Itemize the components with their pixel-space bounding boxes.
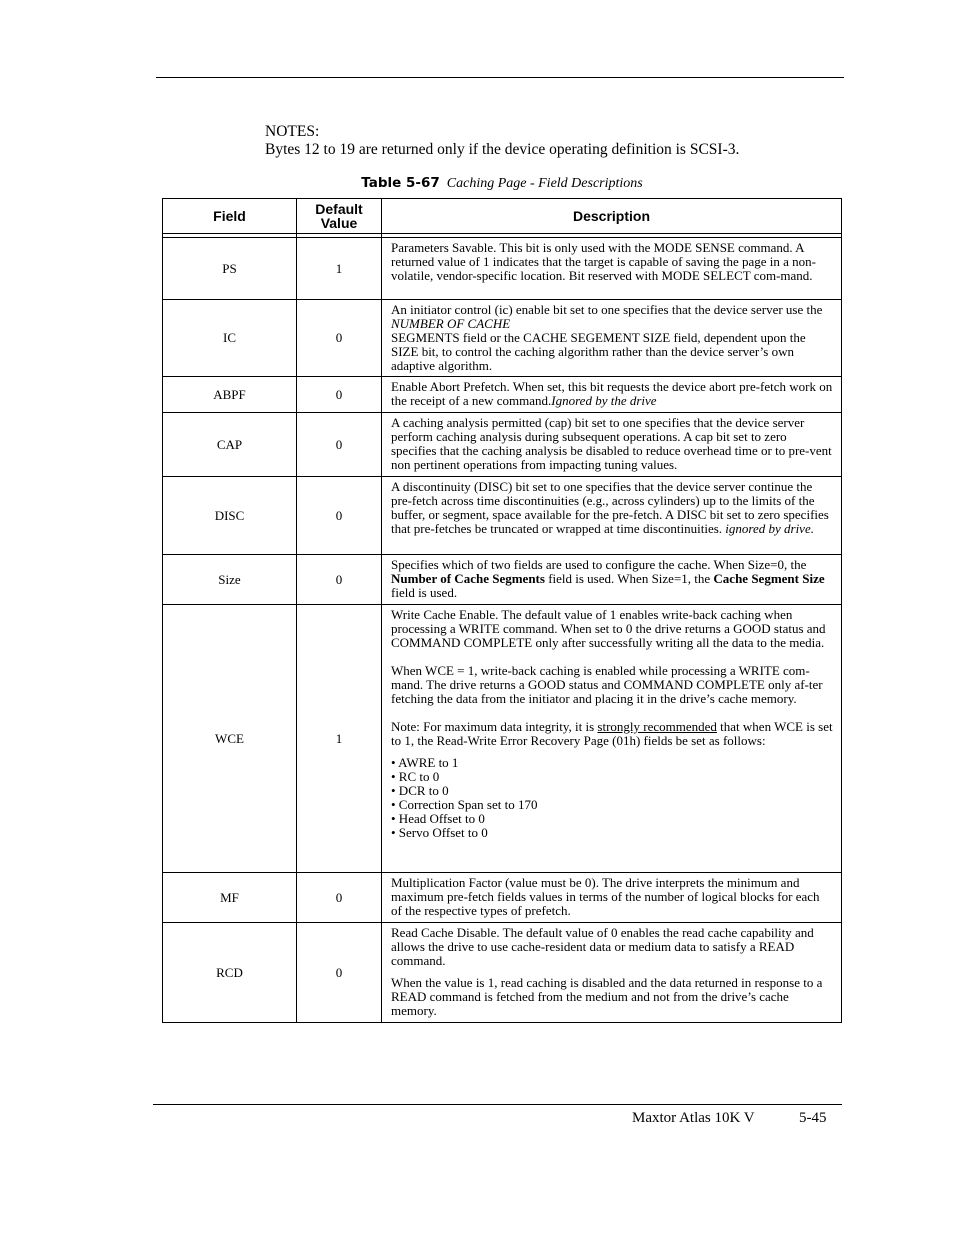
- header-rule: [156, 77, 844, 78]
- description-paragraph: [391, 416, 833, 472]
- description-paragraph: [391, 926, 833, 968]
- description-paragraph: [391, 976, 833, 1018]
- description-paragraph: [391, 608, 833, 650]
- description-paragraph: [391, 380, 833, 408]
- description-paragraph: [391, 558, 833, 600]
- description-text: SEGMENTS field or the CACHE SEGEMENT SIZE field, dependent upon the SIZE bit, to control the caching algorithm rather than the device server’s own adaptive algorithm.: [391, 330, 806, 373]
- description-text: Cache Segment Size: [713, 571, 825, 586]
- table-row: [163, 377, 842, 413]
- field-name-cell: PS: [163, 238, 297, 300]
- description-text: strongly recommended: [597, 719, 717, 734]
- table-row: [163, 555, 842, 605]
- table-row: [163, 923, 842, 1023]
- default-value-cell: 0: [297, 477, 382, 555]
- description-paragraph: [391, 664, 833, 706]
- table-caption: [164, 175, 840, 192]
- notes-heading: NOTES:: [265, 123, 320, 140]
- table-caption-label: Table 5-67: [361, 175, 440, 191]
- default-value-cell: 0: [297, 555, 382, 605]
- field-name-cell: WCE: [163, 605, 297, 873]
- description-text: Multiplication Factor (value must be 0). The drive interprets the minimum and maximum pre-fetch fields values in terms of the number of logical blocks for each of the respective types of prefetch.: [391, 875, 820, 918]
- description-cell: [382, 238, 842, 300]
- default-value-cell: 1: [297, 605, 382, 873]
- footer-page-number: 5-45: [799, 1110, 827, 1126]
- field-name-cell: ABPF: [163, 377, 297, 413]
- description-text: • Correction Span set to 170: [391, 797, 538, 812]
- description-text: field is used.: [391, 585, 458, 600]
- field-name-cell: IC: [163, 300, 297, 377]
- description-text: A caching analysis permitted (cap) bit set to one specifies that the device server perform caching analysis during subsequent operations. A cap bit set to zero specifies that the caching analysis be disabled to reduce overhead time or to pre-vent non pertinent operations from impacting tuning values.: [391, 415, 832, 472]
- description-paragraph: [391, 303, 833, 373]
- field-name-cell: DISC: [163, 477, 297, 555]
- notes-block: [265, 123, 739, 159]
- header-default-value: [297, 199, 382, 234]
- description-cell: [382, 300, 842, 377]
- default-value-cell: 1: [297, 238, 382, 300]
- description-cell: [382, 413, 842, 477]
- description-cell: [382, 477, 842, 555]
- description-text: Enable Abort Prefetch. When set, this bit requests the device abort pre-fetch work on the receipt of a new command.: [391, 379, 833, 408]
- footer-rule: [153, 1104, 842, 1105]
- description-text: that when WCE is set to 1, the Read-Write Error Recovery Page (01h) fields be set as follows:: [391, 719, 833, 748]
- table-row: [163, 238, 842, 300]
- description-text: Specifies which of two fields are used to configure the cache. When Size=0, the: [391, 557, 807, 572]
- field-name-cell: RCD: [163, 923, 297, 1023]
- description-text: When the value is 1, read caching is disabled and the data returned in response to a READ command is fetched from the medium and not from the drive’s cache memory.: [391, 975, 823, 1018]
- description-text: • Servo Offset to 0: [391, 825, 488, 840]
- description-text: • DCR to 0: [391, 783, 449, 798]
- description-text: Parameters Savable. This bit is only used with the MODE SENSE command. A returned value of 1 indicates that the target is capable of saving the page in a non-volatile, vendor-specific location. Bit reserved with MODE SELECT com-mand.: [391, 240, 816, 283]
- description-paragraph: [391, 756, 833, 840]
- caching-page-field-table: [162, 198, 842, 1023]
- default-value-cell: 0: [297, 923, 382, 1023]
- description-text: When WCE = 1, write-back caching is enabled while processing a WRITE com-mand. The drive returns a GOOD status and COMMAND COMPLETE only af-ter fetching the data from the initiator and placing it in the drive’s cache memory.: [391, 663, 823, 706]
- description-text: Read Cache Disable. The default value of 0 enables the read cache capability and allows the drive to use cache-resident data or medium data to satisfy a READ command.: [391, 925, 814, 968]
- description-cell: [382, 605, 842, 873]
- field-name-cell: CAP: [163, 413, 297, 477]
- description-text: Note: For maximum data integrity, it is: [391, 719, 598, 734]
- default-value-cell: 0: [297, 873, 382, 923]
- header-description: Description: [382, 199, 842, 234]
- description-text: field is used. When Size=1, the: [544, 571, 714, 586]
- header-field: Field: [163, 199, 297, 234]
- table-row: [163, 605, 842, 873]
- description-text: ignored by drive.: [725, 521, 814, 536]
- description-text: • Head Offset to 0: [391, 811, 485, 826]
- field-name-cell: Size: [163, 555, 297, 605]
- table-caption-title: Caching Page - Field Descriptions: [446, 176, 643, 191]
- description-paragraph: [391, 876, 833, 918]
- description-text: NUMBER OF CACHE: [391, 316, 511, 331]
- header-default-line1: Default: [315, 201, 363, 217]
- table-row: [163, 300, 842, 377]
- description-text: An initiator control (ic) enable bit set to one specifies that the device server use the: [391, 302, 823, 317]
- footer-product: Maxtor Atlas 10K V: [632, 1110, 755, 1126]
- description-text: • RC to 0: [391, 769, 440, 784]
- description-cell: [382, 923, 842, 1023]
- table-header-row: [163, 199, 842, 234]
- table-row: [163, 413, 842, 477]
- description-text: A discontinuity (DISC) bit set to one specifies that the device server continue the pre-fetch across time discontinuities (e.g., across cylinders) up to the limits of the buffer, or segment, space available for the pre-fetch. A DISC bit set to zero specifies that pre-fetches be truncated or wrapped at time discontinuities.: [391, 479, 829, 536]
- description-cell: [382, 873, 842, 923]
- table-body: [163, 234, 842, 1023]
- description-text: Write Cache Enable. The default value of 1 enables write-back caching when processing a WRITE command. When set to 0 the drive returns a GOOD status and COMMAND COMPLETE only after successfully writing all the data to the media.: [391, 607, 826, 650]
- description-text: Number of Cache Segments: [391, 571, 545, 586]
- description-text: Ignored by the drive: [551, 393, 657, 408]
- notes-text: Bytes 12 to 19 are returned only if the device operating definition is SCSI-3.: [265, 141, 740, 158]
- field-name-cell: MF: [163, 873, 297, 923]
- table-row: [163, 477, 842, 555]
- header-default-line2: Value: [320, 215, 358, 231]
- description-paragraph: [391, 241, 833, 283]
- description-paragraph: [391, 480, 833, 536]
- default-value-cell: 0: [297, 300, 382, 377]
- default-value-cell: 0: [297, 413, 382, 477]
- description-paragraph: [391, 720, 833, 748]
- description-text: • AWRE to 1: [391, 755, 459, 770]
- default-value-cell: 0: [297, 377, 382, 413]
- table-row: [163, 873, 842, 923]
- description-cell: [382, 377, 842, 413]
- description-cell: [382, 555, 842, 605]
